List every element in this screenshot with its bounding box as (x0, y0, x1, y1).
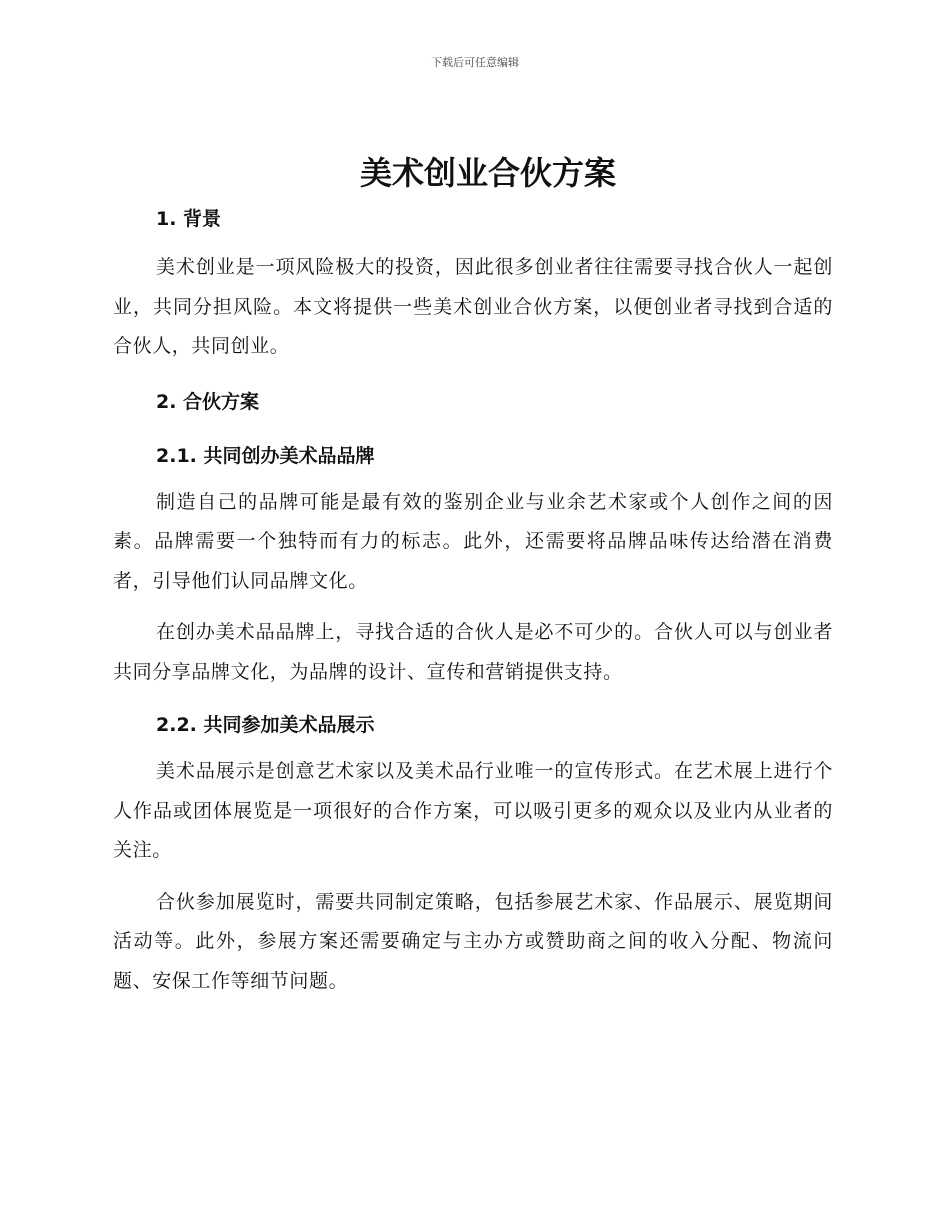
section-heading-exhibition: 2.2. 共同参加美术品展示 (156, 714, 375, 736)
section-heading-brand: 2.1. 共同创办美术品品牌 (156, 444, 375, 467)
paragraph-exhibition-1: 美术品展示是创意艺术家以及美术品行业唯一的宣传形式。在艺术展上进行个人作品或团体展览是一项很好的合作方案，可以吸引更多的观众以及业内从业者的关注。 (113, 760, 833, 861)
paragraph-brand-1: 制造自己的品牌可能是最有效的鉴别企业与业余艺术家或个人创作之间的因素。品牌需要一个独特而有力的标志。此外，还需要将品牌品味传达给潜在消费者，引导他们认同品牌文化。 (113, 490, 833, 592)
header-note: 下载后可任意编辑 (431, 56, 519, 69)
document-title: 美术创业合伙方案 (359, 154, 616, 192)
section-heading-partnership-plan: 2. 合伙方案 (156, 390, 260, 413)
document-body (113, 146, 833, 1001)
paragraph-brand-2: 在创办美术品品牌上，寻找合适的合伙人是必不可少的。合伙人可以与创业者共同分享品牌文化，为品牌的设计、宣传和营销提供支持。 (113, 621, 833, 683)
section-heading-background: 1. 背景 (156, 208, 222, 230)
paragraph-exhibition-2: 合伙参加展览时，需要共同制定策略，包括参展艺术家、作品展示、展览期间活动等。此外，参展方案还需要确定与主办方或赞助商之间的收入分配、物流问题、安保工作等细节问题。 (113, 890, 833, 992)
paragraph-background: 美术创业是一项风险极大的投资，因此很多创业者往往需要寻找合伙人一起创业，共同分担风险。本文将提供一些美术创业合伙方案，以便创业者寻找到合适的合伙人，共同创业。 (113, 256, 833, 357)
